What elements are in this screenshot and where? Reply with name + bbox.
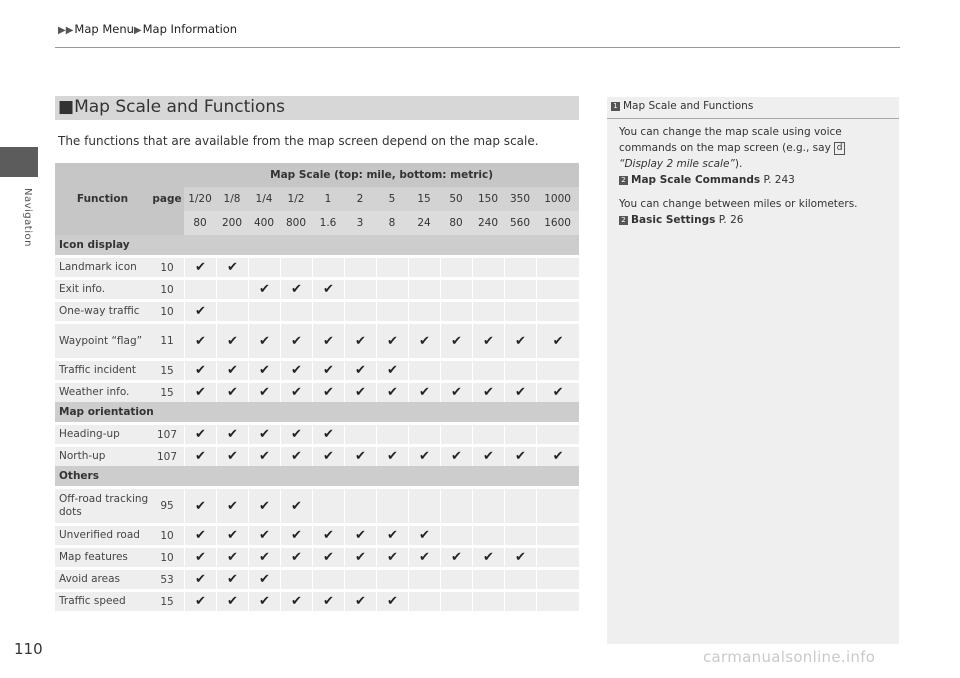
table-row: [55, 277, 579, 299]
scale-metric-cell: 8: [376, 211, 408, 235]
check-icon: ✔: [184, 255, 216, 277]
empty-cell: [248, 299, 280, 321]
note-paragraph-2: [619, 196, 889, 228]
empty-cell: [440, 486, 472, 523]
check-icon: ✔: [408, 545, 440, 567]
scale-metric-cell: 1.6: [312, 211, 344, 235]
empty-cell: [440, 358, 472, 380]
check-icon: ✔: [216, 422, 248, 444]
empty-cell: [440, 523, 472, 545]
check-icon: ✔: [280, 422, 312, 444]
page-ref: 15: [150, 358, 184, 380]
check-icon: ✔: [280, 358, 312, 380]
section-tab: [0, 147, 38, 177]
category-title: Icon display: [55, 235, 579, 255]
empty-cell: [408, 255, 440, 277]
page-ref: 95: [150, 486, 184, 523]
empty-cell: [408, 277, 440, 299]
scale-metric-cell: 80: [184, 211, 216, 235]
check-icon: ✔: [312, 545, 344, 567]
function-name: Weather info.: [55, 380, 150, 402]
empty-cell: [536, 523, 579, 545]
check-icon: ✔: [248, 321, 280, 358]
side-section-label: Navigation: [22, 188, 33, 247]
breadcrumb: [58, 22, 237, 36]
check-icon: ✔: [248, 545, 280, 567]
section-marker: ■: [58, 97, 75, 117]
scale-metric-cell: 200: [216, 211, 248, 235]
empty-cell: [344, 299, 376, 321]
note-p1-end: ).: [734, 158, 743, 170]
empty-cell: [536, 422, 579, 444]
empty-cell: [280, 255, 312, 277]
scale-metric-cell: 3: [344, 211, 376, 235]
check-icon: ✔: [312, 380, 344, 402]
scale-metric-cell: 1600: [536, 211, 579, 235]
empty-cell: [408, 422, 440, 444]
scale-mile-cell: 50: [440, 187, 472, 211]
check-icon: ✔: [376, 523, 408, 545]
empty-cell: [504, 567, 536, 589]
check-icon: ✔: [536, 444, 579, 466]
function-name: Traffic speed: [55, 589, 150, 611]
scale-mile-cell: 1: [312, 187, 344, 211]
breadcrumb-arrow-icon: ▶: [133, 25, 142, 36]
check-icon: ✔: [312, 358, 344, 380]
scale-mile-cell: 1/8: [216, 187, 248, 211]
empty-cell: [184, 277, 216, 299]
breadcrumb-arrow-icon: ▶▶: [58, 25, 74, 36]
empty-cell: [504, 486, 536, 523]
empty-cell: [216, 277, 248, 299]
check-icon: ✔: [216, 358, 248, 380]
check-icon: ✔: [504, 380, 536, 402]
function-name: North-up: [55, 444, 150, 466]
scale-mile-cell: 5: [376, 187, 408, 211]
empty-cell: [440, 255, 472, 277]
check-icon: ✔: [344, 380, 376, 402]
check-icon: ✔: [184, 422, 216, 444]
note-voice-example: “Display 2 mile scale”: [619, 158, 735, 170]
check-icon: ✔: [440, 380, 472, 402]
check-icon: ✔: [216, 321, 248, 358]
function-name: Avoid areas: [55, 567, 150, 589]
page-ref: 10: [150, 299, 184, 321]
empty-cell: [472, 422, 504, 444]
check-icon: ✔: [184, 321, 216, 358]
empty-cell: [472, 299, 504, 321]
note-heading: [611, 100, 753, 112]
empty-cell: [248, 255, 280, 277]
empty-cell: [536, 486, 579, 523]
table-row: [55, 567, 579, 589]
check-icon: ✔: [248, 277, 280, 299]
page-ref: 107: [150, 444, 184, 466]
check-icon: ✔: [184, 589, 216, 611]
empty-cell: [312, 299, 344, 321]
breadcrumb-map-menu[interactable]: Map Menu: [74, 22, 134, 36]
check-icon: ✔: [248, 589, 280, 611]
scale-mile-cell: 15: [408, 187, 440, 211]
link-map-scale-commands-page: P. 243: [763, 174, 795, 186]
check-icon: ✔: [312, 277, 344, 299]
note-p2-text: You can change between miles or kilometers.: [619, 198, 858, 210]
empty-cell: [472, 567, 504, 589]
empty-cell: [344, 567, 376, 589]
section-title-text: Map Scale and Functions: [74, 97, 286, 117]
check-icon: ✔: [408, 380, 440, 402]
scale-metric-cell: 560: [504, 211, 536, 235]
note-p1-text: You can change the map scale using voice commands on the map screen (e.g., say: [619, 126, 842, 154]
check-icon: ✔: [216, 444, 248, 466]
check-icon: ✔: [280, 444, 312, 466]
check-icon: ✔: [280, 545, 312, 567]
note-divider: [607, 118, 899, 119]
page-ref: 10: [150, 277, 184, 299]
check-icon: ✔: [536, 380, 579, 402]
link-basic-settings[interactable]: Basic Settings: [631, 214, 716, 226]
empty-cell: [312, 486, 344, 523]
page-ref: 11: [150, 321, 184, 358]
check-icon: ✔: [344, 321, 376, 358]
check-icon: ✔: [248, 486, 280, 523]
check-icon: ✔: [184, 358, 216, 380]
check-icon: ✔: [376, 358, 408, 380]
empty-cell: [504, 422, 536, 444]
page-ref: 10: [150, 545, 184, 567]
empty-cell: [280, 567, 312, 589]
empty-cell: [312, 567, 344, 589]
empty-cell: [440, 277, 472, 299]
scale-mile-cell: 1/20: [184, 187, 216, 211]
category-row: [55, 466, 579, 486]
link-basic-settings-page: P. 26: [718, 214, 744, 226]
empty-cell: [504, 589, 536, 611]
check-icon: ✔: [440, 545, 472, 567]
empty-cell: [472, 358, 504, 380]
note-paragraph-1: [619, 124, 889, 188]
check-icon: ✔: [184, 299, 216, 321]
table-row: [55, 422, 579, 444]
note-body: [619, 124, 889, 236]
empty-cell: [344, 422, 376, 444]
header-map-scale: Map Scale (top: mile, bottom: metric): [184, 163, 579, 187]
check-icon: ✔: [376, 545, 408, 567]
empty-cell: [440, 589, 472, 611]
check-icon: ✔: [216, 545, 248, 567]
empty-cell: [440, 567, 472, 589]
category-title: Others: [55, 466, 579, 486]
check-icon: ✔: [184, 523, 216, 545]
check-icon: ✔: [184, 545, 216, 567]
check-icon: ✔: [504, 321, 536, 358]
table-body: [55, 163, 579, 611]
check-icon: ✔: [280, 380, 312, 402]
check-icon: ✔: [504, 444, 536, 466]
check-icon: ✔: [376, 380, 408, 402]
check-icon: ✔: [248, 567, 280, 589]
header-divider: [55, 47, 900, 48]
empty-cell: [376, 422, 408, 444]
scale-metric-cell: 400: [248, 211, 280, 235]
check-icon: ✔: [472, 545, 504, 567]
header-function: Function: [55, 163, 150, 235]
check-icon: ✔: [472, 321, 504, 358]
scale-metric-cell: 240: [472, 211, 504, 235]
empty-cell: [408, 299, 440, 321]
empty-cell: [408, 589, 440, 611]
empty-cell: [536, 589, 579, 611]
page-ref: 15: [150, 380, 184, 402]
function-name: One-way traffic: [55, 299, 150, 321]
check-icon: ✔: [376, 444, 408, 466]
check-icon: ✔: [184, 486, 216, 523]
check-icon: ✔: [440, 444, 472, 466]
empty-cell: [504, 523, 536, 545]
check-icon: ✔: [312, 589, 344, 611]
page-number: 110: [14, 640, 43, 658]
empty-cell: [344, 277, 376, 299]
empty-cell: [472, 486, 504, 523]
table-row: [55, 545, 579, 567]
check-icon: ✔: [184, 567, 216, 589]
check-icon: ✔: [248, 380, 280, 402]
table-row: [55, 523, 579, 545]
link-map-scale-commands[interactable]: Map Scale Commands: [631, 174, 761, 186]
function-name: Unverified road: [55, 523, 150, 545]
empty-cell: [344, 486, 376, 523]
scale-mile-cell: 150: [472, 187, 504, 211]
check-icon: ✔: [312, 422, 344, 444]
scale-metric-cell: 24: [408, 211, 440, 235]
check-icon: ✔: [312, 444, 344, 466]
empty-cell: [536, 567, 579, 589]
check-icon: ✔: [280, 277, 312, 299]
breadcrumb-map-information[interactable]: Map Information: [142, 22, 238, 36]
page-ref: 10: [150, 255, 184, 277]
empty-cell: [472, 255, 504, 277]
check-icon: ✔: [344, 545, 376, 567]
table-row: [55, 380, 579, 402]
table-row: [55, 321, 579, 358]
function-name: Traffic incident: [55, 358, 150, 380]
note-ref-icon: 1: [611, 102, 620, 111]
empty-cell: [344, 255, 376, 277]
check-icon: ✔: [440, 321, 472, 358]
empty-cell: [312, 255, 344, 277]
check-icon: ✔: [280, 321, 312, 358]
check-icon: ✔: [376, 321, 408, 358]
voice-command-icon: d: [834, 142, 845, 155]
table-row: [55, 486, 579, 523]
empty-cell: [376, 299, 408, 321]
check-icon: ✔: [312, 321, 344, 358]
check-icon: ✔: [248, 444, 280, 466]
reference-arrow-icon: 2: [619, 176, 628, 185]
check-icon: ✔: [344, 523, 376, 545]
check-icon: ✔: [344, 358, 376, 380]
page-ref: 15: [150, 589, 184, 611]
table-row: [55, 255, 579, 277]
empty-cell: [376, 486, 408, 523]
scale-mile-cell: 1/2: [280, 187, 312, 211]
watermark: carmanualsonline.info: [703, 648, 876, 666]
check-icon: ✔: [344, 589, 376, 611]
check-icon: ✔: [344, 444, 376, 466]
note-heading-text: Map Scale and Functions: [623, 100, 754, 112]
check-icon: ✔: [216, 523, 248, 545]
empty-cell: [408, 486, 440, 523]
check-icon: ✔: [216, 486, 248, 523]
check-icon: ✔: [216, 589, 248, 611]
table-row: [55, 589, 579, 611]
empty-cell: [280, 299, 312, 321]
empty-cell: [376, 255, 408, 277]
check-icon: ✔: [408, 321, 440, 358]
check-icon: ✔: [248, 523, 280, 545]
check-icon: ✔: [280, 523, 312, 545]
check-icon: ✔: [472, 380, 504, 402]
empty-cell: [408, 567, 440, 589]
category-row: [55, 402, 579, 422]
map-scale-table: [55, 163, 579, 611]
scale-mile-cell: 1/4: [248, 187, 280, 211]
page-ref: 107: [150, 422, 184, 444]
empty-cell: [408, 358, 440, 380]
empty-cell: [504, 358, 536, 380]
check-icon: ✔: [472, 444, 504, 466]
function-name: Landmark icon: [55, 255, 150, 277]
reference-arrow-icon: 2: [619, 216, 628, 225]
category-title: Map orientation: [55, 402, 579, 422]
empty-cell: [536, 545, 579, 567]
check-icon: ✔: [184, 380, 216, 402]
function-name: Off-road tracking dots: [55, 486, 150, 523]
check-icon: ✔: [184, 444, 216, 466]
empty-cell: [536, 277, 579, 299]
table-row: [55, 299, 579, 321]
empty-cell: [472, 277, 504, 299]
check-icon: ✔: [216, 567, 248, 589]
check-icon: ✔: [248, 358, 280, 380]
function-name: Map features: [55, 545, 150, 567]
check-icon: ✔: [280, 486, 312, 523]
empty-cell: [440, 299, 472, 321]
empty-cell: [216, 299, 248, 321]
scale-mile-cell: 2: [344, 187, 376, 211]
check-icon: ✔: [376, 589, 408, 611]
empty-cell: [440, 422, 472, 444]
section-title: [58, 97, 285, 117]
check-icon: ✔: [312, 523, 344, 545]
intro-text: The functions that are available from the map screen depend on the map scale.: [58, 134, 539, 148]
function-name: Waypoint “flag”: [55, 321, 150, 358]
empty-cell: [504, 255, 536, 277]
function-name: Heading-up: [55, 422, 150, 444]
category-row: [55, 235, 579, 255]
check-icon: ✔: [216, 380, 248, 402]
empty-cell: [504, 277, 536, 299]
check-icon: ✔: [536, 321, 579, 358]
scale-metric-cell: 800: [280, 211, 312, 235]
scale-metric-cell: 80: [440, 211, 472, 235]
page-ref: 53: [150, 567, 184, 589]
header-page: page: [150, 163, 184, 235]
page-ref: 10: [150, 523, 184, 545]
check-icon: ✔: [504, 545, 536, 567]
table-row: [55, 358, 579, 380]
scale-mile-cell: 350: [504, 187, 536, 211]
check-icon: ✔: [408, 444, 440, 466]
check-icon: ✔: [248, 422, 280, 444]
check-icon: ✔: [408, 523, 440, 545]
empty-cell: [376, 277, 408, 299]
table-row: [55, 444, 579, 466]
empty-cell: [472, 523, 504, 545]
empty-cell: [536, 358, 579, 380]
check-icon: ✔: [280, 589, 312, 611]
empty-cell: [536, 255, 579, 277]
empty-cell: [472, 589, 504, 611]
scale-mile-cell: 1000: [536, 187, 579, 211]
empty-cell: [536, 299, 579, 321]
empty-cell: [376, 567, 408, 589]
empty-cell: [504, 299, 536, 321]
function-name: Exit info.: [55, 277, 150, 299]
check-icon: ✔: [216, 255, 248, 277]
